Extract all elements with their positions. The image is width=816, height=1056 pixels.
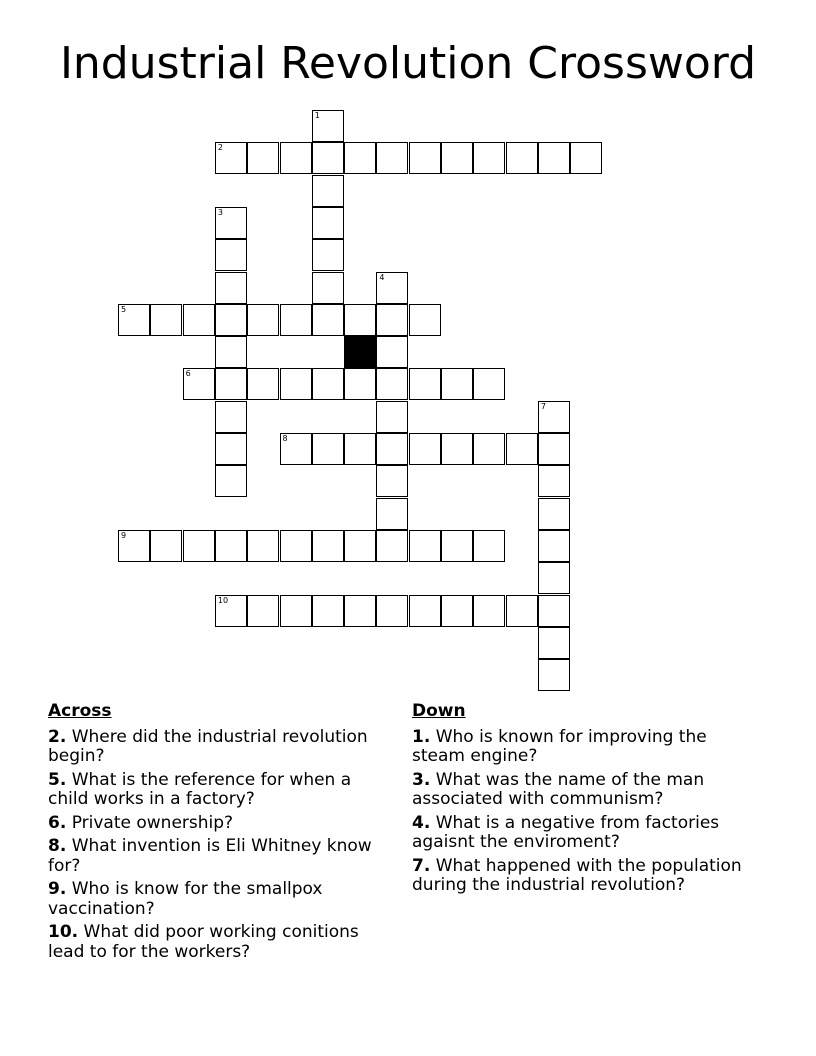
crossword-cell[interactable] [409, 304, 441, 336]
crossword-cell[interactable] [441, 368, 473, 400]
crossword-cell[interactable] [473, 595, 505, 627]
cell-number: 1 [314, 111, 320, 120]
crossword-cell[interactable] [215, 530, 247, 562]
cell-number: 10 [217, 595, 229, 605]
cell-number: 4 [379, 272, 385, 282]
clue-number: 2. [48, 726, 67, 747]
crossword-cell[interactable] [247, 142, 279, 174]
crossword-cell[interactable] [376, 336, 408, 368]
cell-number: 7 [540, 401, 546, 411]
clue-text: What is a negative from factories agaisnt the enviroment? [412, 812, 720, 852]
clue-number: 1. [412, 726, 431, 747]
cell-number: 2 [217, 143, 223, 153]
crossword-cell[interactable] [280, 595, 312, 627]
crossword-cell[interactable] [215, 336, 247, 368]
crossword-cell[interactable] [538, 562, 570, 594]
crossword-cell[interactable] [312, 272, 344, 304]
clue-text: What is the reference for when a child works in a factory? [48, 769, 352, 809]
across-clues [48, 702, 388, 966]
crossword-cell[interactable] [118, 304, 150, 336]
crossword-cell[interactable] [247, 530, 279, 562]
crossword-cell[interactable] [215, 207, 247, 239]
clue-across-10 [48, 923, 388, 962]
crossword-cell[interactable] [538, 465, 570, 497]
clue-text: Who is know for the smallpox vaccination? [48, 879, 323, 919]
clue-across-5 [48, 771, 388, 810]
crossword-cell[interactable] [441, 433, 473, 465]
cell-number: 5 [121, 304, 127, 314]
crossword-cell[interactable] [538, 401, 570, 433]
clue-number: 6. [48, 812, 67, 833]
crossword-cell[interactable] [312, 595, 344, 627]
crossword-cell[interactable] [312, 433, 344, 465]
crossword-cell[interactable] [376, 595, 408, 627]
crossword-cell[interactable] [409, 530, 441, 562]
crossword-cell[interactable] [280, 142, 312, 174]
crossword-cell[interactable] [409, 368, 441, 400]
crossword-cell[interactable] [344, 595, 376, 627]
across-heading: Across [48, 701, 112, 721]
crossword-cell[interactable] [538, 595, 570, 627]
clue-down-3 [412, 771, 757, 810]
crossword-cell[interactable] [118, 530, 150, 562]
clue-text: What was the name of the man associated with communism? [412, 769, 705, 809]
crossword-cell[interactable] [183, 304, 215, 336]
clue-number: 4. [412, 812, 431, 833]
crossword-cell[interactable] [409, 433, 441, 465]
crossword-cell[interactable] [570, 142, 602, 174]
crossword-cell[interactable] [441, 595, 473, 627]
crossword-cell[interactable] [247, 595, 279, 627]
crossword-cell[interactable] [215, 239, 247, 271]
clue-across-2 [48, 728, 388, 767]
clue-number: 5. [48, 769, 67, 790]
clue-number: 7. [412, 855, 431, 876]
crossword-cell[interactable] [215, 368, 247, 400]
cell-number: 6 [185, 369, 191, 379]
crossword-cell[interactable] [312, 110, 344, 142]
crossword-cell[interactable] [538, 530, 570, 562]
crossword-cell[interactable] [506, 142, 538, 174]
crossword-cell[interactable] [344, 368, 376, 400]
crossword-cell[interactable] [538, 627, 570, 659]
crossword-cell[interactable] [538, 142, 570, 174]
crossword-cell[interactable] [312, 239, 344, 271]
crossword-cell[interactable] [280, 304, 312, 336]
clue-down-7 [412, 857, 757, 896]
crossword-cell[interactable] [376, 368, 408, 400]
crossword-cell[interactable] [215, 272, 247, 304]
crossword-cell[interactable] [280, 530, 312, 562]
crossword-cell[interactable] [247, 368, 279, 400]
crossword-cell[interactable] [215, 465, 247, 497]
crossword-cell[interactable] [409, 142, 441, 174]
page-title: Industrial Revolution Crossword [59, 38, 757, 89]
crossword-cell[interactable] [183, 530, 215, 562]
crossword-cell[interactable] [376, 304, 408, 336]
crossword-cell[interactable] [150, 530, 182, 562]
crossword-cell[interactable] [376, 530, 408, 562]
clue-number: 8. [48, 836, 67, 856]
crossword-cell[interactable] [473, 530, 505, 562]
clue-across-6 [48, 814, 388, 834]
crossword-cell[interactable] [215, 142, 247, 174]
crossword-cell[interactable] [538, 433, 570, 465]
crossword-cell[interactable] [344, 530, 376, 562]
crossword-cell[interactable] [538, 659, 570, 691]
cell-number: 9 [121, 530, 127, 540]
clue-text: Private ownership? [71, 812, 234, 833]
clue-text: Where did the industrial revolution begin? [48, 726, 368, 766]
crossword-cell[interactable] [312, 304, 344, 336]
crossword-cell[interactable] [376, 498, 408, 530]
crossword-cell[interactable] [441, 530, 473, 562]
crossword-cell[interactable] [280, 368, 312, 400]
crossword-cell[interactable] [376, 142, 408, 174]
crossword-cell[interactable] [215, 433, 247, 465]
crossword-cell[interactable] [247, 304, 279, 336]
crossword-cell[interactable] [312, 368, 344, 400]
crossword-cell[interactable] [473, 142, 505, 174]
crossword-cell[interactable] [409, 595, 441, 627]
crossword-cell[interactable] [215, 304, 247, 336]
clue-down-4 [412, 814, 757, 853]
crossword-cell[interactable] [344, 304, 376, 336]
clue-number: 10. [48, 922, 79, 942]
crossword-cell[interactable] [376, 465, 408, 497]
crossword-cell[interactable] [312, 207, 344, 239]
clue-number: 9. [48, 879, 67, 899]
crossword-cell[interactable] [312, 530, 344, 562]
clue-text: What happened with the population during the industrial revolution? [412, 855, 742, 895]
crossword-cell[interactable] [376, 433, 408, 465]
crossword-cell[interactable] [376, 272, 408, 304]
crossword-cell[interactable] [280, 433, 312, 465]
clue-number: 3. [412, 769, 431, 790]
crossword-cell[interactable] [506, 595, 538, 627]
clue-down-1 [412, 728, 757, 767]
crossword-cell[interactable] [215, 401, 247, 433]
clue-text: What did poor working conitions lead to for the workers? [48, 922, 359, 962]
crossword-cell[interactable] [376, 401, 408, 433]
crossword-cell[interactable] [441, 142, 473, 174]
cell-number: 3 [217, 207, 223, 217]
down-clues [412, 702, 757, 900]
cell-number: 8 [282, 434, 288, 443]
crossword-cell[interactable] [538, 498, 570, 530]
crossword-cell[interactable] [506, 433, 538, 465]
crossword-cell[interactable] [344, 142, 376, 174]
crossword-cell[interactable] [183, 368, 215, 400]
crossword-cell[interactable] [312, 142, 344, 174]
crossword-cell[interactable] [473, 368, 505, 400]
crossword-cell[interactable] [215, 595, 247, 627]
crossword-cell[interactable] [344, 433, 376, 465]
down-heading: Down [412, 701, 466, 721]
clue-across-8 [48, 837, 388, 876]
clue-across-9 [48, 880, 388, 919]
clue-text: What invention is Eli Whitney know for? [48, 836, 372, 876]
crossword-cell[interactable] [473, 433, 505, 465]
crossword-cell[interactable] [312, 175, 344, 207]
clue-text: Who is known for improving the steam engine? [412, 726, 707, 766]
crossword-cell[interactable] [150, 304, 182, 336]
blocked-cell [344, 336, 376, 368]
